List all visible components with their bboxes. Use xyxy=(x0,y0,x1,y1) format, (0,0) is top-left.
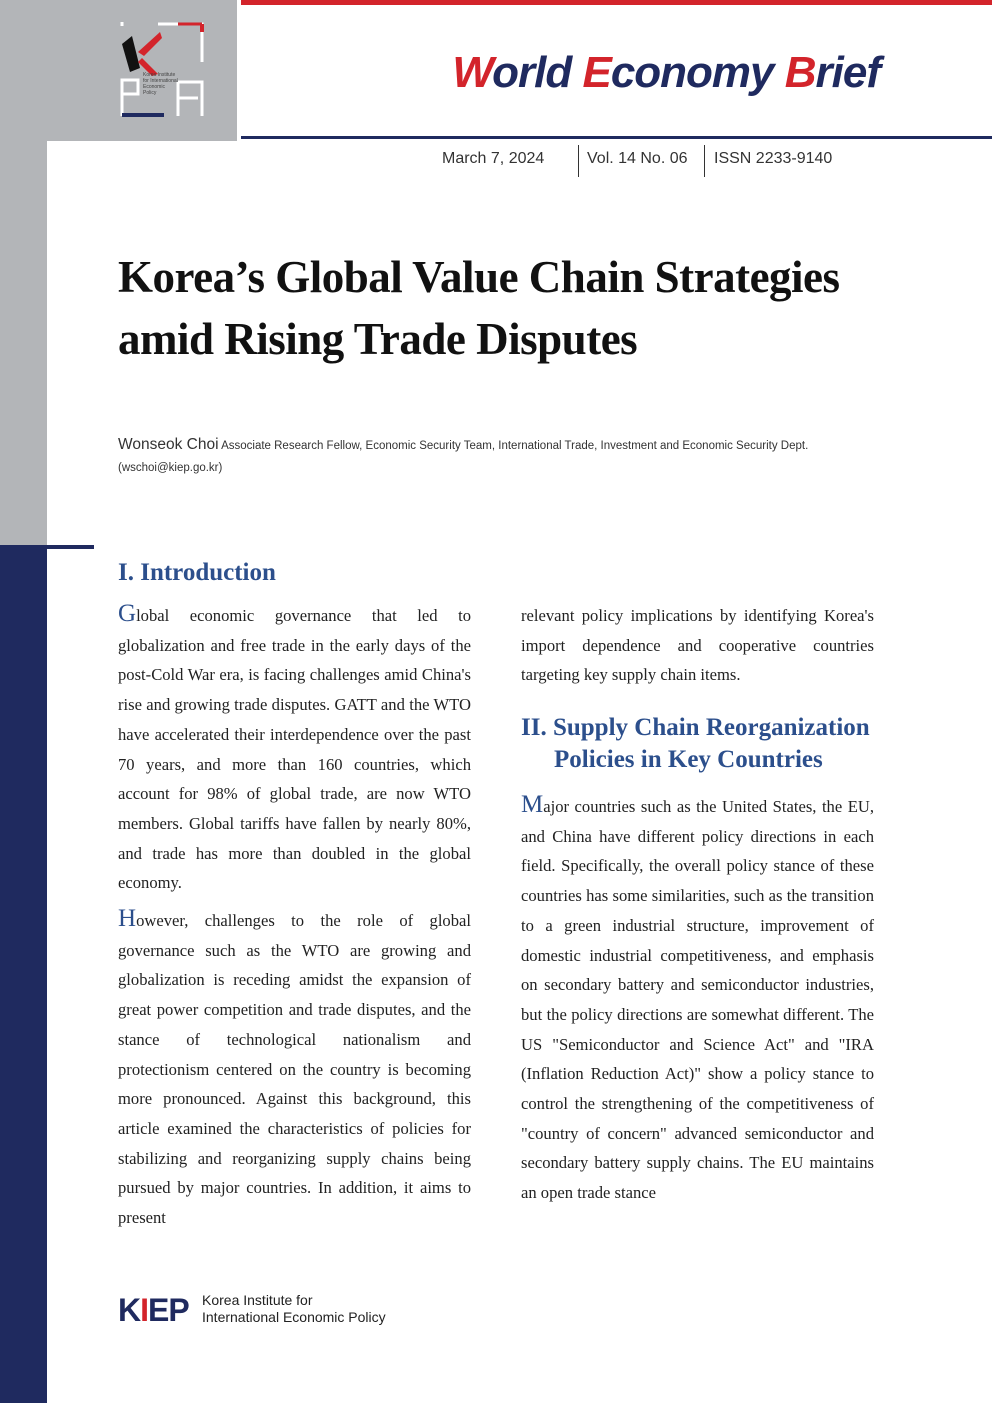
top-red-rule xyxy=(241,0,992,5)
issue-volume: Vol. 14 No. 06 xyxy=(578,145,688,177)
drop-cap: M xyxy=(521,791,544,818)
author-affiliation: Associate Research Fellow, Economic Security Team, International Trade, Investment and Economic Security Dept. xyxy=(221,440,809,452)
paragraph-continuation: relevant policy implications by identifying Korea's import dependence and cooperative countries targeting key supply chain items. xyxy=(521,606,874,685)
issn: ISSN 2233-9140 xyxy=(704,145,832,177)
title-line-1: Korea’s Global Value Chain Strategies xyxy=(118,252,840,302)
author-name: Wonseok Choi xyxy=(118,436,219,453)
issue-date: March 7, 2024 xyxy=(442,150,545,167)
section-heading-introduction: I. Introduction xyxy=(118,559,276,586)
emblem-caption: Korea Institute for International Economic Policy xyxy=(143,72,178,96)
column-right-top xyxy=(521,601,874,698)
footer-organization-name: Korea Institute for International Economic Policy xyxy=(202,1292,386,1325)
author-block xyxy=(118,434,908,479)
left-navy-band xyxy=(0,545,47,1403)
drop-cap: H xyxy=(118,905,137,933)
navy-accent-tick xyxy=(47,545,94,549)
drop-cap: G xyxy=(118,600,137,627)
section-heading-supply-chain: II. Supply Chain Reorganization Policies in Key Countries xyxy=(521,714,870,773)
kiep-emblem-icon xyxy=(118,22,204,118)
kiep-logo: KIEP xyxy=(118,1292,189,1328)
paragraph: However, challenges to the role of global governance such as the WTO are growing and globalization is receding amidst the expansion of great power competition and trade disputes, and the stance of technological nationalism and protectionism centered on the country is becoming more pronounced. Against this background, this article examined the characteristics of policies for stabilizing and reorganizing supply chains being pursued by major countries. In addition, it aims to present xyxy=(118,905,471,1228)
paragraph: Global economic governance that led to globalization and free trade in the early days of the post-Cold War era, is facing challenges amid China's rise and growing trade disputes. GATT and the WTO have accelerated their interdependence over the past 70 years, and more than 160 countries, which account for 98% of global trade, are now WTO members. Global tariffs have fallen by nearly 80%, and trade has more than doubled in the global economy. xyxy=(118,600,471,893)
author-email: (wschoi@kiep.go.kr) xyxy=(118,462,223,474)
left-gray-band xyxy=(0,0,47,545)
header-navy-rule xyxy=(241,136,992,139)
title-line-2: amid Rising Trade Disputes xyxy=(118,314,638,364)
column-right-body xyxy=(521,792,874,1216)
column-left xyxy=(118,601,471,1241)
article-title xyxy=(118,246,918,370)
publication-title: World Economy Brief xyxy=(452,48,880,97)
paragraph: Major countries such as the United States, the EU, and China have different policy directions in each field. Specifically, the overall policy stance of these countries has some similarities, such as the transition to a green industrial structure, improvement of domestic industrial competitiveness, and emphasis on secondary battery and semiconductor industries, but the policy directions are somewhat different. The US "Semiconductor and Science Act" and "IRA (Inflation Reduction Act)" show a policy stance to control the strengthening of the competitiveness of "country of concern" advanced semiconductor and secondary battery supply chains. The EU maintains an open trade stance xyxy=(521,791,874,1203)
